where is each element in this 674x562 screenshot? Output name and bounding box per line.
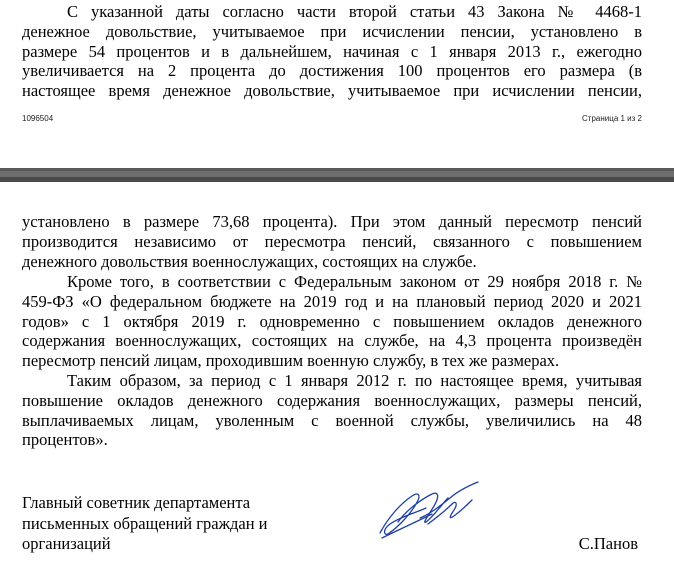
text-line: установлено в размере 73,68 процента). При этом данный пересмотр пенсий <box>22 212 642 231</box>
text-line: денежного довольствия военнослужащих, состоящих на службе. <box>22 251 477 271</box>
text-line: Кроме того, в соответствии с Федеральным законом от 29 ноября 2018 г. № <box>67 272 642 291</box>
handwritten-signature <box>368 478 486 546</box>
text-line: увеличивается на 2 процента до достижения 100 процентов его размера (в <box>22 61 642 81</box>
page-number: Страница 1 из 2 <box>582 114 642 123</box>
page-1-paragraph <box>22 2 642 101</box>
text-line: 459-ФЗ «О федеральном бюджете на 2019 год и на плановый период 2020 и 2021 <box>22 291 642 311</box>
text-line: производится независимо от пересмотра пенсий, связанного с повышением <box>22 231 642 251</box>
page-1-bottom <box>0 0 674 168</box>
page-separator <box>0 168 674 182</box>
signatory-title <box>22 493 268 555</box>
text-line: пересмотр пенсий лицам, проходившим военную службу, в тех же размерах. <box>22 351 560 371</box>
text-line: повышение окладов денежного содержания военнослужащих, размеры пенсий, <box>22 390 642 410</box>
signatory-name: С.Панов <box>578 534 638 553</box>
signatory-title-line: организаций <box>22 534 111 553</box>
text-line: годов» с 1 октября 2019 г. одновременно с повышением окладов денежного <box>22 311 642 331</box>
document-id: 1096504 <box>22 114 54 123</box>
text-line: процентов». <box>22 430 108 450</box>
text-line: настоящее время денежное довольствие, учитываемое при исчислении пенсии, <box>22 81 642 101</box>
text-line: размере 54 процентов и в дальнейшем, начиная с 1 января 2013 г., ежегодно <box>22 41 642 61</box>
page-2-paragraph-1 <box>22 212 642 271</box>
text-line: содержания военнослужащих, состоящих на службе, на 4,3 процента произведён <box>22 331 642 351</box>
page-2-paragraph-3 <box>22 371 642 450</box>
signatory-title-line: Главный советник департамента <box>22 493 251 512</box>
page-2-paragraph-2 <box>22 272 642 371</box>
text-line: С указанной даты согласно части второй статьи 43 Закона № 4468-1 <box>67 2 642 21</box>
text-line: денежное довольствие, учитываемое при исчислении пенсии, установлено в <box>22 21 642 41</box>
text-line: выплачиваемых лицам, уволенным с военной службы, увеличились на 48 <box>22 410 642 430</box>
text-line: Таким образом, за период с 1 января 2012 г. по настоящее время, учитывая <box>67 371 642 390</box>
signatory-title-line: письменных обращений граждан и <box>22 513 268 533</box>
